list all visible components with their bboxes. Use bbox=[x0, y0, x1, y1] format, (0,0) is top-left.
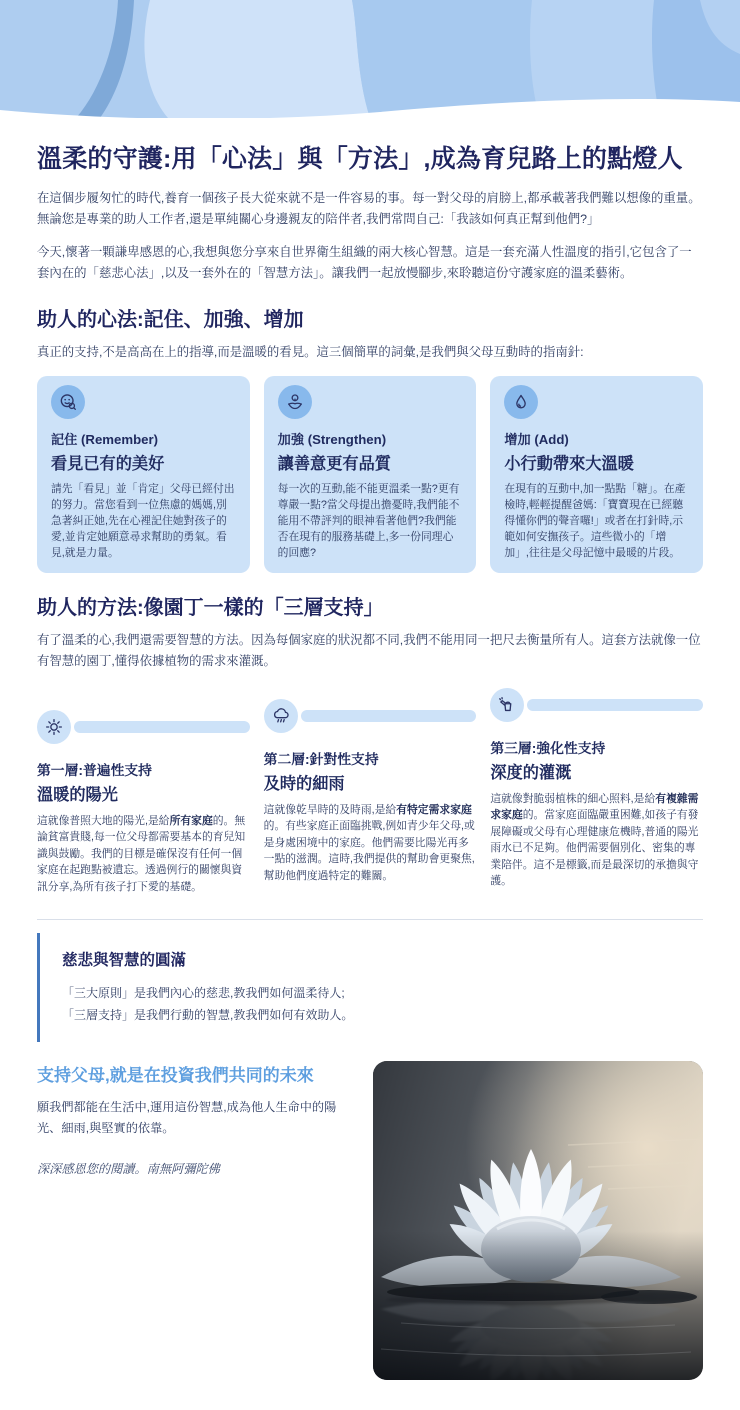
card-add bbox=[490, 376, 703, 573]
section-heading-method: 助人的方法:像園丁一樣的「三層支持」 bbox=[37, 595, 703, 621]
tier-body: 這就像對脆弱植株的細心照料,是給有複雜需求家庭的。當家庭面臨嚴重困難,如孩子有發展障礙或父母有心理健康危機時,普通的陽光雨水已不足夠。他們需要個別化、密集的專業陪伴。這不是標籤,而是最深切的承擔與守護。 bbox=[490, 791, 703, 889]
card-title: 記住 (Remember) bbox=[51, 429, 236, 448]
tier-title: 第二層:針對性支持 bbox=[264, 748, 477, 768]
lotus-photo bbox=[373, 1061, 703, 1380]
tier-universal bbox=[37, 688, 250, 895]
tier-targeted bbox=[264, 688, 477, 895]
tier-intensive bbox=[490, 688, 703, 895]
rain-cloud-icon bbox=[264, 699, 298, 733]
hand-offer-icon bbox=[278, 385, 312, 419]
tier-subtitle: 及時的細雨 bbox=[264, 770, 477, 794]
tier-title: 第三層:強化性支持 bbox=[490, 737, 703, 757]
intro-paragraph-1: 在這個步履匆忙的時代,養育一個孩子長大從來就不是一件容易的事。每一對父母的肩膀上,都承載著我們難以想像的重量。無論您是專業的助人工作者,還是單純關心身邊親友的陪伴者,我們常問自己:「我該如何真正幫到他們?」 bbox=[37, 188, 703, 231]
section-method-intro: 有了溫柔的心,我們還需要智慧的方法。因為每個家庭的狀況都不同,我們不能用同一把尺去衡量所有人。這套方法就像一位有智慧的園丁,懂得依據植物的需求來灌溉。 bbox=[37, 630, 703, 672]
card-remember bbox=[37, 376, 250, 573]
tier-title: 第一層:普遍性支持 bbox=[37, 759, 250, 779]
tier-body: 這就像乾旱時的及時雨,是給有特定需求家庭的。有些家庭正面臨挑戰,例如青少年父母,或是身處困境中的家庭。他們需要比陽光再多一點的滋潤。這時,我們提供的幫助會更聚焦,幫助他們度過特定的難關。 bbox=[264, 802, 477, 884]
principle-cards bbox=[37, 376, 703, 573]
card-subtitle: 小行動帶來大溫暖 bbox=[504, 450, 689, 474]
card-body: 在現有的互動中,加一點點「糖」。在產檢時,輕輕提醒爸媽:「寶寶現在已經聽得懂你們的聲音囉!」或者在打針時,示範如何安撫孩子。這些微小的「增加」,往往是父母記憶中最暖的片段。 bbox=[504, 482, 689, 562]
watering-can-icon bbox=[490, 688, 524, 722]
card-body: 請先「看見」並「肯定」父母已經付出的努力。當您看到一位焦慮的媽媽,別急著糾正她,先在心裡記住她對孩子的愛,並肯定她願意尋求幫助的勇氣。看見,就是力量。 bbox=[51, 482, 236, 562]
summary-lines: 「三大原則」是我們內心的慈悲,教我們如何溫柔待人; 「三層支持」是我們行動的智慧,教我們如何有效助人。 bbox=[62, 983, 681, 1026]
footer-heading: 支持父母,就是在投資我們共同的未來 bbox=[37, 1061, 357, 1086]
tier-subtitle: 深度的灌溉 bbox=[490, 759, 703, 783]
face-monocle-icon bbox=[51, 385, 85, 419]
footer-section bbox=[37, 1061, 703, 1380]
sun-icon bbox=[37, 710, 71, 744]
tier-columns bbox=[37, 688, 703, 895]
card-title: 加強 (Strengthen) bbox=[278, 429, 463, 448]
section-heart-intro: 真正的支持,不是高高在上的指導,而是溫暖的看見。這三個簡單的詞彙,是我們與父母互動時的指南針: bbox=[37, 342, 703, 363]
article-content bbox=[0, 143, 740, 1410]
intro-paragraph-2: 今天,懷著一顆謙卑感恩的心,我想與您分享來自世界衛生組織的兩大核心智慧。這是一套充滿人性溫度的指引,它包含了一套內在的「慈悲心法」,以及一套外在的「智慧方法」。讓我們一起放慢腳步,來聆聽這份守護家庭的溫柔藝術。 bbox=[37, 242, 703, 285]
summary-box bbox=[37, 933, 703, 1042]
tier-bar bbox=[301, 710, 477, 722]
droplet-icon bbox=[504, 385, 538, 419]
card-title: 增加 (Add) bbox=[504, 429, 689, 448]
summary-title: 慈悲與智慧的圓滿 bbox=[62, 948, 681, 970]
tier-bar bbox=[527, 699, 703, 711]
footer-body: 願我們都能在生活中,運用這份智慧,成為他人生命中的陽光、細雨,與堅實的依靠。 bbox=[37, 1097, 357, 1140]
tier-body: 這就像普照大地的陽光,是給所有家庭的。無論貧富貴賤,每一位父母都需要基本的育兒知識與鼓勵。我們的目標是確保沒有任何一個家庭在起跑點被遺忘。透過例行的關懷與資訊分享,為所有孩子打下愛的基礎。 bbox=[37, 813, 250, 895]
tier-subtitle: 溫暖的陽光 bbox=[37, 781, 250, 805]
footer-text bbox=[37, 1061, 357, 1380]
card-subtitle: 讓善意更有品質 bbox=[278, 450, 463, 474]
card-strengthen bbox=[264, 376, 477, 573]
header-banner-art bbox=[0, 0, 740, 118]
footer-gratitude: 深深感恩您的閱讀。南無阿彌陀佛 bbox=[37, 1160, 357, 1177]
section-divider bbox=[37, 919, 703, 920]
tier-timeline bbox=[264, 699, 477, 733]
tier-timeline bbox=[37, 710, 250, 744]
tier-timeline bbox=[490, 688, 703, 722]
card-subtitle: 看見已有的美好 bbox=[51, 450, 236, 474]
header-banner bbox=[0, 0, 740, 118]
section-heading-heart: 助人的心法:記住、加強、增加 bbox=[37, 307, 703, 333]
card-body: 每一次的互動,能不能更溫柔一點?更有尊嚴一點?當父母提出擔憂時,我們能不能用不帶評判的眼神看著他們?我們能否在現有的服務基礎上,多一份同理心的回應? bbox=[278, 482, 463, 562]
page-title: 溫柔的守護:用「心法」與「方法」,成為育兒路上的點燈人 bbox=[37, 143, 703, 176]
tier-bar bbox=[74, 721, 250, 733]
